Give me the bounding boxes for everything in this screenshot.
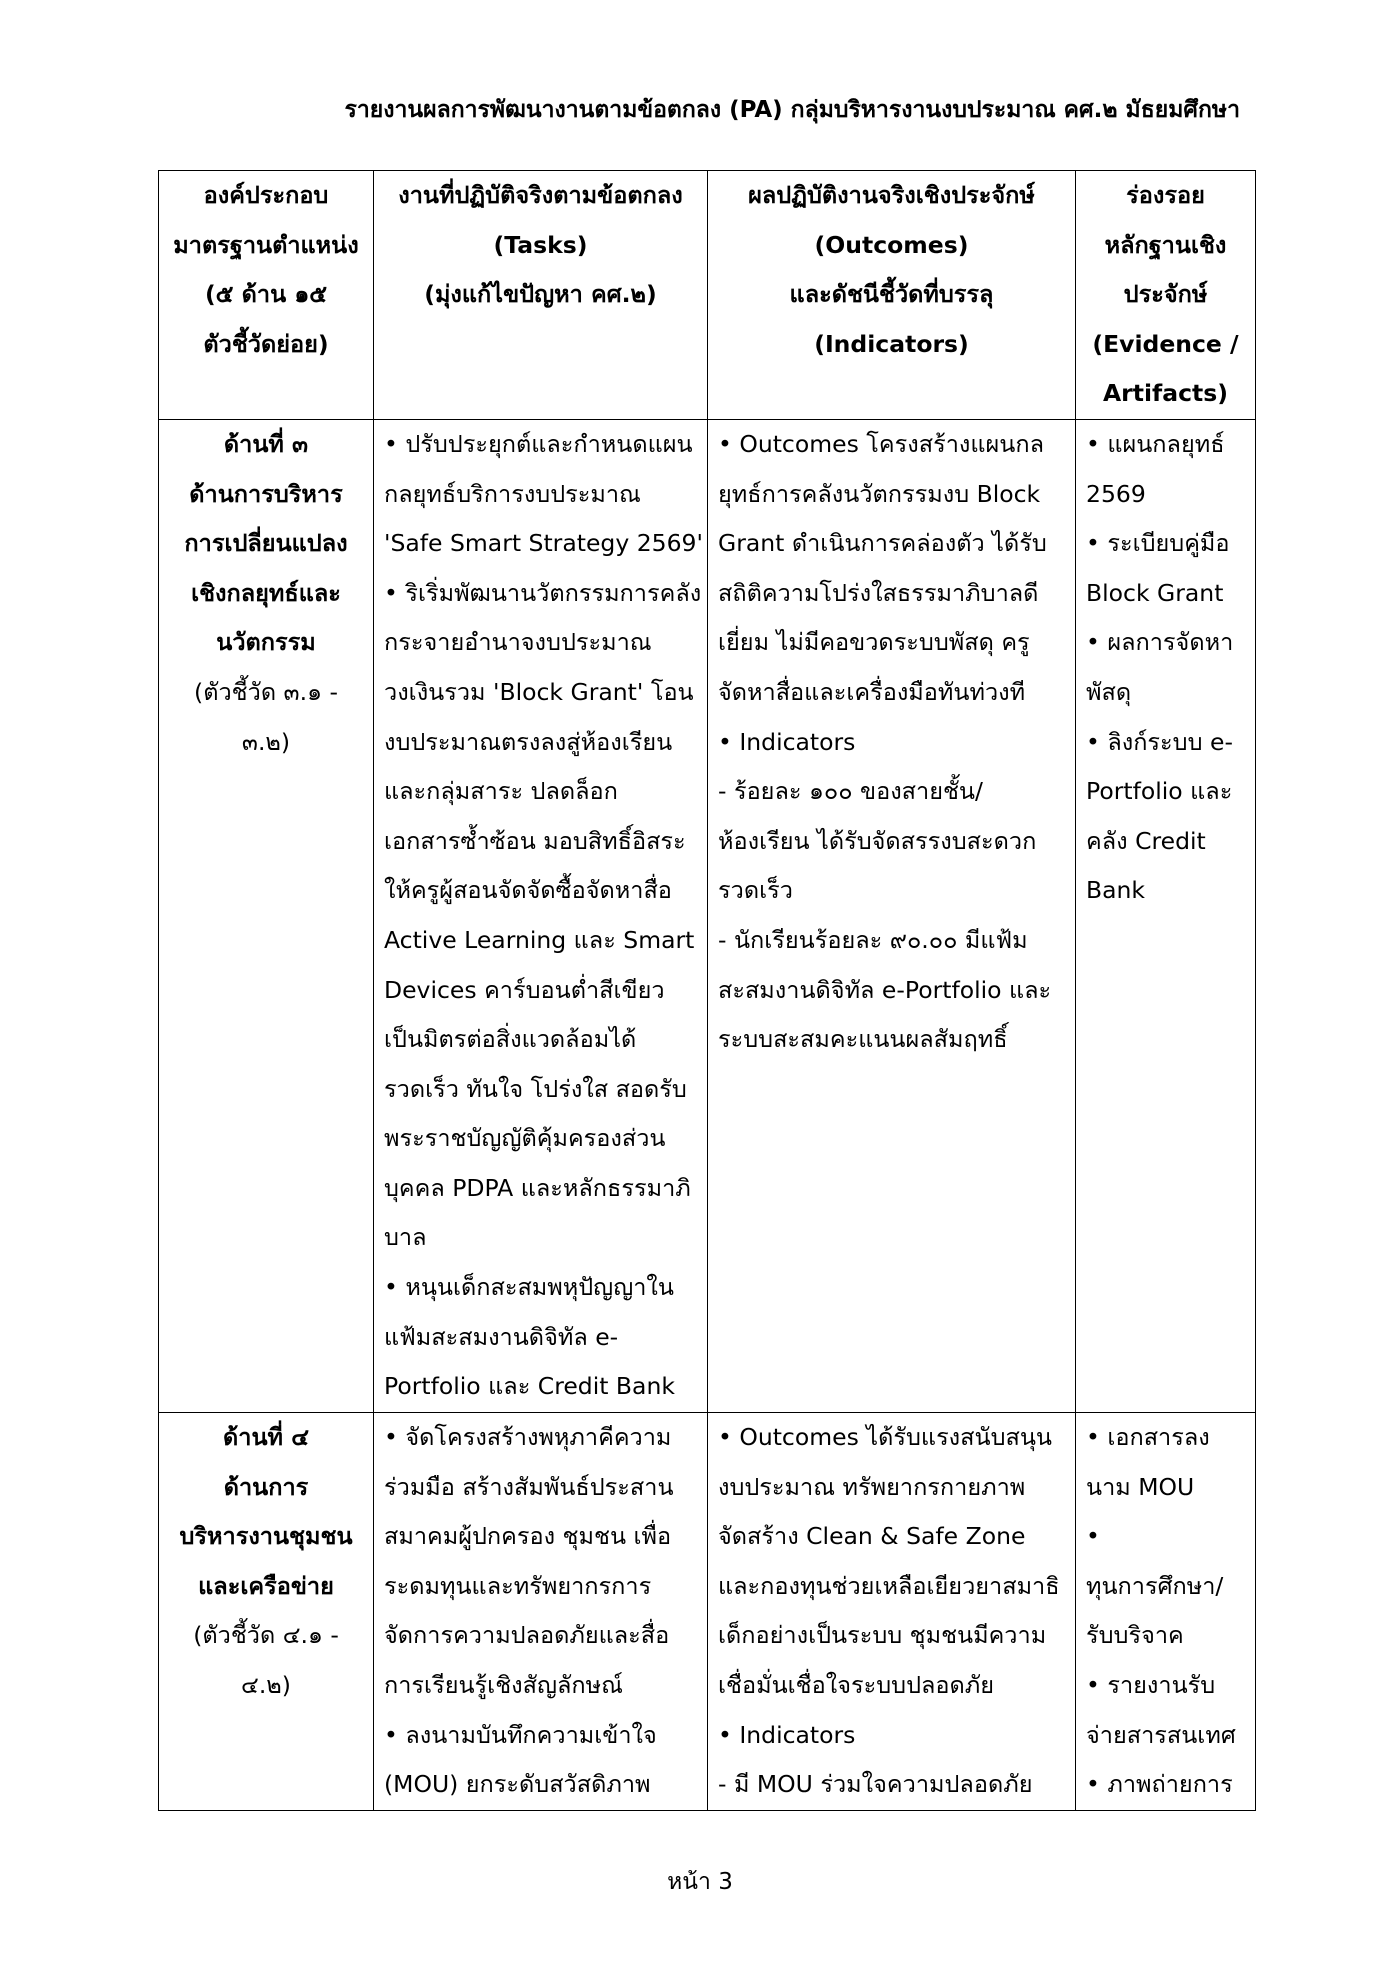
text-line: ด้านการ <box>223 1472 309 1501</box>
text-line: • หนุนเด็กสะสมพหุปัญญาใน <box>384 1273 674 1302</box>
text-line: • ริเริ่มพัฒนานวัตกรรมการคลัง <box>384 578 702 607</box>
text-line: และเครือข่าย <box>198 1571 334 1600</box>
text-line: • ลงนามบันทึกความเข้าใจ <box>384 1720 657 1749</box>
text-line: (MOU) ยกระดับสวัสดิภาพ <box>384 1770 651 1799</box>
text-line: วงเงินรวม 'Block Grant' โอน <box>384 677 694 706</box>
text-line: นวัตกรรม <box>216 628 316 657</box>
text-line: ระบบสะสมคะแนนผลสัมฤทธิ์ <box>718 1025 1008 1054</box>
text-line: ให้ครูผู้สอนจัดจัดซื้อจัดหาสื่อ <box>384 876 672 905</box>
text-line: • Outcomes ได้รับแรงสนับสนุน <box>718 1422 1052 1451</box>
text-line: จัดการความปลอดภัยและสื่อ <box>384 1621 670 1650</box>
text-line: - นักเรียนร้อยละ ๙๐.๐๐ มีแฟ้ม <box>718 925 1028 954</box>
text-line: ๔.๒) <box>241 1670 291 1699</box>
text-line: • <box>1086 1522 1100 1551</box>
text-line: รวดเร็ว <box>718 876 793 905</box>
evidence-cell <box>1076 1412 1256 1810</box>
text-line: สมาคมผู้ปกครอง ชุมชน เพื่อ <box>384 1522 672 1551</box>
text-line: Artifacts) <box>1102 379 1229 408</box>
tasks-cell <box>374 1412 708 1810</box>
text-line: • ระเบียบคู่มือ <box>1086 529 1230 558</box>
text-line: รับบริจาค <box>1086 1621 1184 1650</box>
text-line: บุคคล PDPA และหลักธรรมาภิ <box>384 1173 691 1202</box>
text-line: (ตัวชี้วัด ๔.๑ - <box>193 1621 339 1650</box>
text-line: (มุ่งแก้ไขปัญหา คศ.๒) <box>424 280 657 309</box>
text-line: • ผลการจัดหา <box>1086 628 1234 657</box>
text-line: เด็กอย่างเป็นระบบ ชุมชนมีความ <box>718 1621 1047 1650</box>
text-line: Portfolio และ <box>1086 777 1233 806</box>
text-line: 2569 <box>1086 479 1146 508</box>
text-line: พระราชบัญญัติคุ้มครองส่วน <box>384 1124 666 1153</box>
text-line: • แผนกลยุทธ์ <box>1086 429 1225 458</box>
text-line: Block Grant <box>1086 578 1224 607</box>
text-line: เชิงกลยุทธ์และ <box>191 578 341 607</box>
text-line: ทุนการศึกษา/ <box>1086 1571 1224 1600</box>
text-line: (Evidence / <box>1092 329 1239 358</box>
text-line: ตัวชี้วัดย่อย) <box>203 329 329 358</box>
text-line: • ภาพถ่ายการ <box>1086 1770 1233 1799</box>
text-line: • ลิงก์ระบบ e- <box>1086 727 1233 756</box>
text-line: • Indicators <box>718 727 856 756</box>
text-line: แฟ้มสะสมงานดิจิทัล e- <box>384 1322 619 1351</box>
text-line: ยุทธ์การคลังนวัตกรรมงบ Block <box>718 479 1041 508</box>
text-line: • จัดโครงสร้างพหุภาคีความ <box>384 1422 672 1451</box>
text-line: การเปลี่ยนแปลง <box>184 529 348 558</box>
text-line: ห้องเรียน ได้รับจัดสรรงบสะดวก <box>718 826 1037 855</box>
text-line: Bank <box>1086 876 1146 905</box>
text-line: ๓.๒) <box>241 727 291 756</box>
text-line: (Indicators) <box>814 329 969 358</box>
table-row <box>159 419 1256 1412</box>
page-number: หน้า 3 <box>667 1869 733 1895</box>
page-footer <box>0 1862 1400 1902</box>
text-line: สะสมงานดิจิทัล e-Portfolio และ <box>718 975 1052 1004</box>
text-line: (Tasks) <box>493 230 588 259</box>
text-line: (๕ ด้าน ๑๕ <box>204 280 328 309</box>
component-indicator <box>169 668 363 767</box>
evidence-cell <box>1076 419 1256 1412</box>
text-line: (Outcomes) <box>814 230 969 259</box>
text-line: • Outcomes โครงสร้างแผนกล <box>718 429 1044 458</box>
text-line: งานที่ปฏิบัติจริงตามข้อตกลง <box>398 181 683 209</box>
text-line: องค์ประกอบ <box>203 181 329 209</box>
text-line: และกองทุนช่วยเหลือเยียวยาสมาธิ <box>718 1571 1060 1600</box>
component-title <box>169 1413 363 1611</box>
outcomes-cell <box>708 419 1076 1412</box>
header-cell-outcomes <box>708 171 1076 420</box>
text-line: • ปรับประยุกต์และกำหนดแผน <box>384 429 693 458</box>
text-line: จัดหาสื่อและเครื่องมือทันท่วงที <box>718 677 1026 706</box>
text-line: เป็นมิตรต่อสิ่งแวดล้อมได้ <box>384 1025 637 1054</box>
text-line: เยี่ยม ไม่มีคอขวดระบบพัสดุ ครู <box>718 628 1030 657</box>
header-title: รายงานผลการพัฒนางานตามข้อตกลง (PA) กลุ่มบริหารงานงบประมาณ คศ.๒ มัธยมศึกษา <box>344 97 1240 123</box>
text-line: ร่องรอย <box>1126 181 1205 209</box>
text-line: บาล <box>384 1223 427 1252</box>
text-line: งบประมาณตรงลงสู่ห้องเรียน <box>384 727 673 756</box>
component-indicator <box>169 1611 363 1710</box>
text-line: - ร้อยละ ๑๐๐ ของสายชั้น/ <box>718 777 983 806</box>
pa-table <box>158 170 1256 1811</box>
document-header <box>150 90 1240 130</box>
text-line: กลยุทธ์บริการงบประมาณ <box>384 479 641 508</box>
text-line: พัสดุ <box>1086 677 1132 706</box>
text-line: และดัชนีชี้วัดที่บรรลุ <box>789 280 994 309</box>
text-line: การเรียนรู้เชิงสัญลักษณ์ <box>384 1670 623 1699</box>
text-line: เชื่อมั่นเชื่อใจระบบปลอดภัย <box>718 1670 995 1699</box>
text-line: 'Safe Smart Strategy 2569' <box>384 529 703 558</box>
component-cell <box>159 419 374 1412</box>
component-title <box>169 420 363 668</box>
text-line: Devices คาร์บอนต่ำสีเขียว <box>384 975 665 1004</box>
text-line: รวดเร็ว ทันใจ โปร่งใส สอดรับ <box>384 1074 687 1103</box>
text-line: • รายงานรับ <box>1086 1670 1216 1699</box>
header-cell-evidence <box>1076 171 1256 420</box>
text-line: ผลปฏิบัติงานจริงเชิงประจักษ์ <box>748 181 1035 209</box>
text-line: คลัง Credit <box>1086 826 1206 855</box>
header-cell-tasks <box>374 171 708 420</box>
text-line: • Indicators <box>718 1720 856 1749</box>
text-line: - มี MOU ร่วมใจความปลอดภัย <box>718 1770 1033 1799</box>
text-line: • เอกสารลง <box>1086 1422 1210 1451</box>
table-row <box>159 1412 1256 1810</box>
text-line: กระจายอำนาจงบประมาณ <box>384 628 652 657</box>
text-line: มาตรฐานตำแหน่ง <box>173 230 359 259</box>
text-line: หลักฐานเชิง <box>1104 230 1227 259</box>
text-line: เอกสารซ้ำซ้อน มอบสิทธิ์อิสระ <box>384 826 686 855</box>
text-line: ร่วมมือ สร้างสัมพันธ์ประสาน <box>384 1472 674 1501</box>
text-line: ประจักษ์ <box>1123 280 1208 309</box>
text-line: จ่ายสารสนเทศ <box>1086 1720 1236 1749</box>
table-header-row <box>159 171 1256 420</box>
text-line: ด้านที่ ๓ <box>223 429 309 458</box>
text-line: ด้านที่ ๔ <box>223 1422 309 1451</box>
tasks-cell <box>374 419 708 1412</box>
text-line: สถิติความโปร่งใสธรรมาภิบาลดี <box>718 578 1039 607</box>
text-line: (ตัวชี้วัด ๓.๑ - <box>194 677 338 706</box>
text-line: จัดสร้าง Clean & Safe Zone <box>718 1522 1026 1551</box>
text-line: Grant ดำเนินการคล่องตัว ได้รับ <box>718 529 1047 558</box>
text-line: นาม MOU <box>1086 1472 1195 1501</box>
outcomes-cell <box>708 1412 1076 1810</box>
text-line: Portfolio และ Credit Bank <box>384 1372 675 1401</box>
text-line: Active Learning และ Smart <box>384 925 695 954</box>
component-cell <box>159 1412 374 1810</box>
text-line: บริหารงานชุมชน <box>179 1522 353 1551</box>
text-line: งบประมาณ ทรัพยากรกายภาพ <box>718 1472 1026 1501</box>
text-line: ระดมทุนและทรัพยากรการ <box>384 1571 652 1600</box>
text-line: และกลุ่มสาระ ปลดล็อก <box>384 777 618 806</box>
text-line: ด้านการบริหาร <box>189 479 343 508</box>
header-cell-component <box>159 171 374 420</box>
